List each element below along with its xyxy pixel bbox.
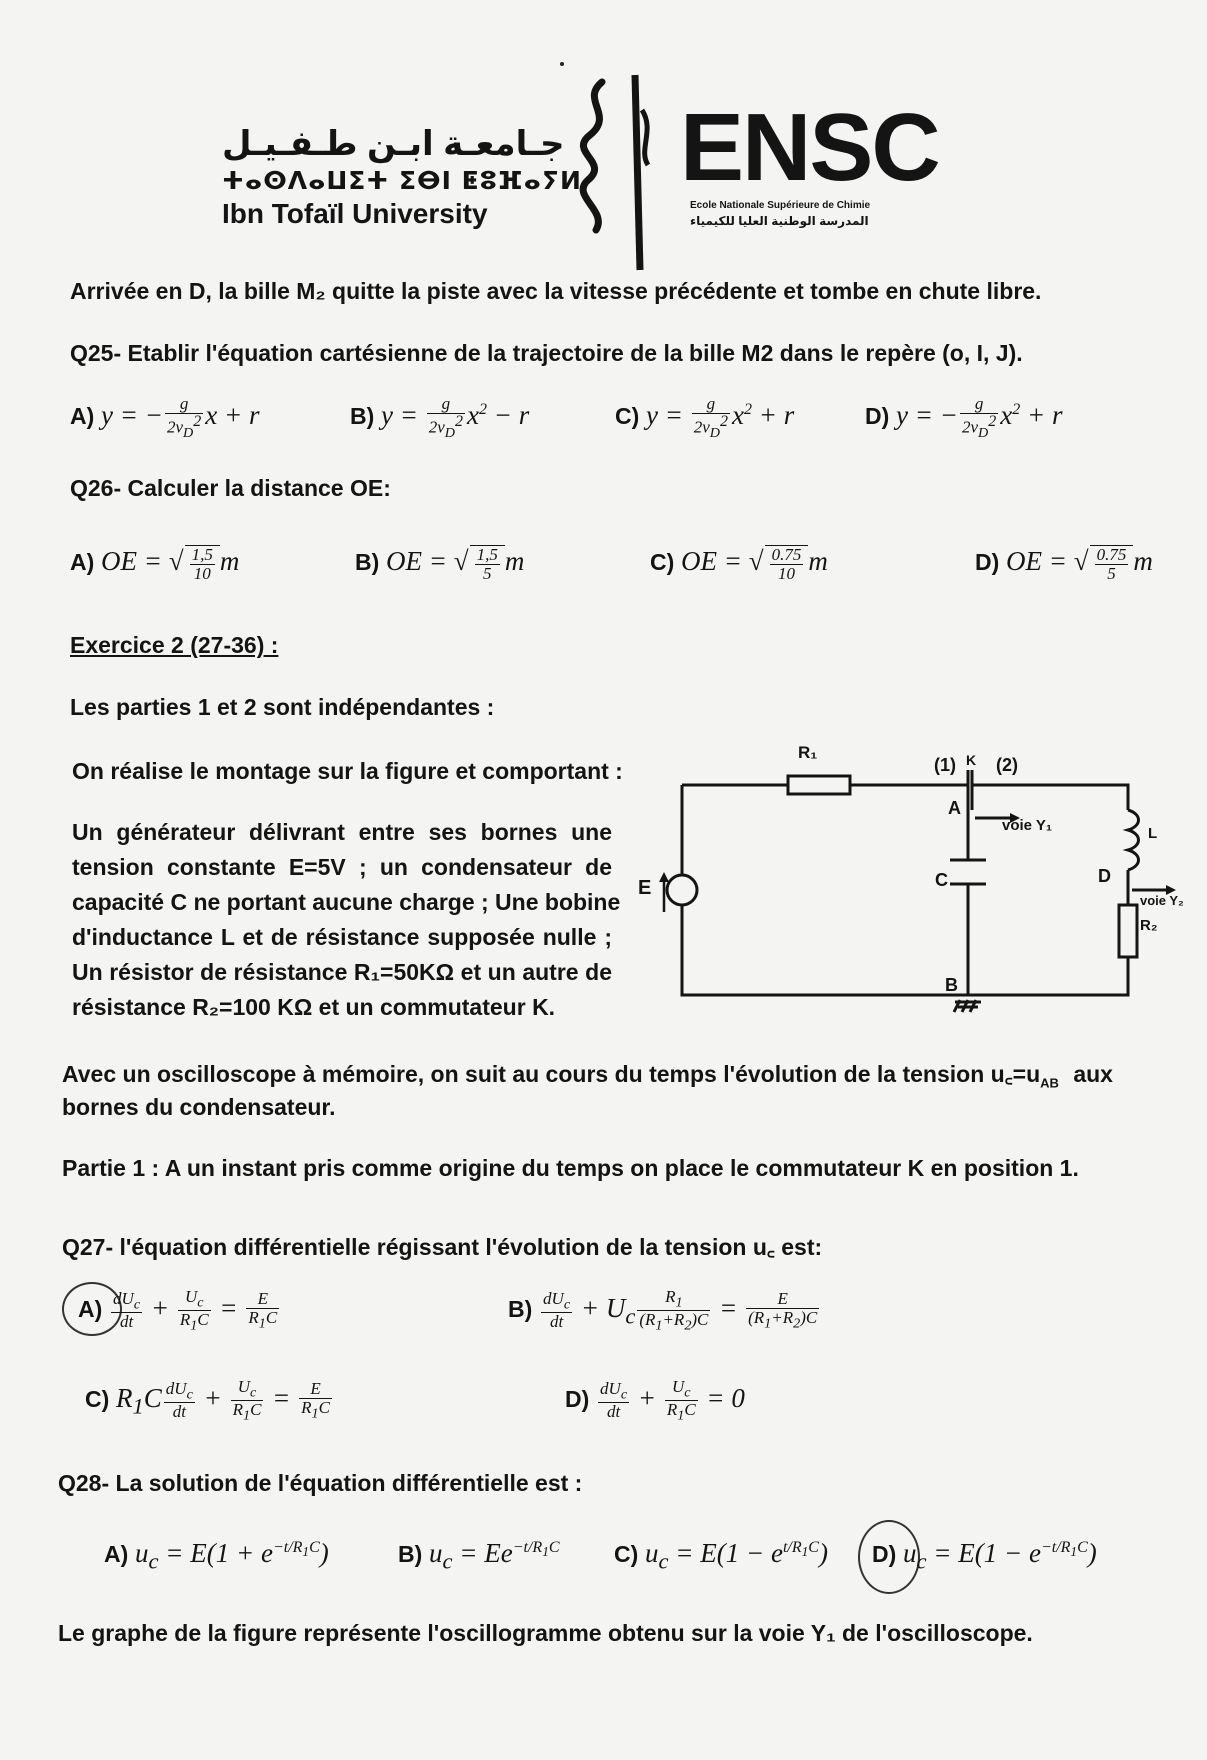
university-name: Ibn Tofaïl University bbox=[222, 198, 488, 229]
tifinagh-university-name: ⵜⴰⵙⴷⴰⵡⵉⵜ ⵉⴱⵏ ⵟⵓⴼⴰⵢⵍ bbox=[222, 166, 582, 195]
q27-d-label: D) bbox=[565, 1385, 590, 1412]
q26-option-d: D) OE = √ $\frac{0.75}{5}$ m bbox=[975, 545, 1153, 583]
q25-question bbox=[70, 340, 1023, 367]
q26-option-a: A) OE = √ $\frac{1,5}{10}$ m bbox=[70, 545, 240, 583]
q28-label: Q28- bbox=[58, 1470, 110, 1496]
circuit-diagram bbox=[630, 750, 1207, 1030]
final-line: Le graphe de la figure représente l'oscillogramme obtenu sur la voie Y₁ de l'oscilloscope. bbox=[58, 1620, 1033, 1646]
setup-line: résistance R₂=100 KΩ et un commutateur K. bbox=[72, 994, 556, 1020]
arabic-university-name: جـامعـة ابـن طـفـيـل bbox=[222, 125, 565, 163]
label-voie-y1: voie Y₁ bbox=[1002, 817, 1053, 834]
label-c: C bbox=[935, 870, 948, 890]
q25-label: Q25- bbox=[70, 340, 122, 366]
q25-a-label: A) bbox=[70, 403, 95, 430]
label-pos1: (1) bbox=[934, 755, 956, 775]
q28-option-b: B) $u_c = Ee^{-t/R_1C}$ bbox=[398, 1538, 560, 1574]
q26-d-num: 0.75 bbox=[1096, 545, 1127, 564]
q28-b-label: B) bbox=[398, 1541, 423, 1567]
q27-b-label: B) bbox=[508, 1295, 533, 1322]
q27-c-label: C) bbox=[85, 1385, 110, 1412]
q27-question bbox=[62, 1230, 822, 1262]
q26-option-b: B) OE = √ $\frac{1,5}{5}$ m bbox=[355, 545, 525, 583]
q28-option-d: D) $u_c = E(1 - e^{-t/R_1C})$ bbox=[872, 1538, 1097, 1574]
label-k: K bbox=[966, 752, 977, 768]
q26-text: Calculer la distance OE: bbox=[127, 475, 391, 501]
label-e: E bbox=[638, 877, 652, 899]
setup-description bbox=[72, 815, 621, 1025]
q25-option-d: D) y = − $\frac{g}{2v_D^2}$ $x^2 + r$ bbox=[865, 394, 1063, 441]
q25-option-a: A) y = − $\frac{g}{2v_D^2}$ x + r bbox=[70, 394, 260, 441]
q28-text: La solution de l'équation différentielle est : bbox=[115, 1470, 583, 1496]
partie1-line: Partie 1 : A un instant pris comme origine du temps on place le commutateur K en position 1. bbox=[62, 1155, 1079, 1181]
ensc-subtitle-fr: Ecole Nationale Supérieure de Chimie bbox=[690, 200, 871, 211]
q27-option-d: D) $dU_c$ dt + $\frac{U_c}{R_1C}$ = 0 bbox=[565, 1377, 745, 1424]
oscillo-line1 bbox=[62, 1057, 1113, 1091]
label-r1: R₁ bbox=[798, 743, 818, 762]
q28-option-a: A) $u_c = E(1 + e^{-t/R_1C})$ bbox=[104, 1538, 329, 1574]
q25-c-label: C) bbox=[615, 403, 640, 430]
label-a: A bbox=[948, 798, 961, 818]
oscillo-line2: bornes du condensateur. bbox=[62, 1094, 336, 1120]
q26-a-den: 10 bbox=[193, 563, 211, 583]
q27-text: l'équation différentielle régissant l'évolution de la tension u꜀ est: bbox=[119, 1234, 823, 1260]
q27-option-c: C) $R_1C$ $dU_c$ dt + $\frac{U_c}{R_1C}$ = $\frac{E}{R_1C}$ bbox=[85, 1377, 330, 1424]
setup-line: d'inductance L et de résistance supposée nulle ; bbox=[72, 924, 612, 950]
q27-option-b: B) $dU_c$ dt + $U_c$ $\frac{R_1}{(R_1+R_2)C}$ = $\frac{E}{(R_1+R_2)C}$ bbox=[508, 1287, 818, 1334]
q26-label: Q26- bbox=[70, 475, 122, 501]
setup-line: Un générateur délivrant entre ses bornes une bbox=[72, 819, 612, 845]
label-b: B bbox=[945, 975, 958, 995]
label-r2: R₂ bbox=[1140, 917, 1158, 934]
exercise2-title: Exercice 2 (27-36) : bbox=[70, 632, 279, 658]
q27-a-label: A) bbox=[78, 1295, 103, 1322]
ensc-subtitle-ar: المدرسة الوطنية العليا للكيمياء bbox=[690, 214, 869, 228]
q25-option-c: C) y = $\frac{g}{2v_D^2}$ $x^2 + r$ bbox=[615, 394, 795, 441]
q26-b-den: 5 bbox=[482, 563, 492, 583]
oscillo-sub: AB bbox=[1040, 1075, 1059, 1091]
q28-c-label: C) bbox=[614, 1541, 639, 1567]
q26-c-den: 10 bbox=[777, 563, 795, 583]
label-voie-y2: voie Y₂ bbox=[1140, 893, 1184, 908]
q25-option-b: B) y = $\frac{g}{2v_D^2}$ $x^2 - r$ bbox=[350, 394, 530, 441]
q26-a-num: 1,5 bbox=[191, 545, 213, 564]
label-l: L bbox=[1148, 825, 1158, 842]
q25-b-label: B) bbox=[350, 403, 375, 430]
q28-d-label: D) bbox=[872, 1541, 897, 1567]
ensc-emblem-icon bbox=[560, 70, 660, 275]
q26-option-c: C) OE = √ $\frac{0.75}{10}$ m bbox=[650, 545, 828, 583]
ensc-logo: ENSC bbox=[680, 94, 939, 201]
oscillo-end: aux bbox=[1073, 1061, 1113, 1087]
q28-question bbox=[58, 1470, 582, 1497]
oscillo-text: Avec un oscilloscope à mémoire, on suit au cours du temps l'évolution de la tension u꜀=u bbox=[62, 1061, 1041, 1087]
q27-option-a: A) $dU_c$ dt + $\frac{U_c}{R_1C}$ = $\frac{E}{R_1C}$ bbox=[78, 1287, 278, 1334]
setup-line: tension constante E=5V ; un condensateur de bbox=[72, 854, 612, 880]
q26-b-num: 1,5 bbox=[476, 545, 498, 564]
q26-question bbox=[70, 475, 391, 502]
q28-a-label: A) bbox=[104, 1541, 129, 1567]
parts-independent: Les parties 1 et 2 sont indépendantes : bbox=[70, 694, 495, 720]
setup-line: capacité C ne portant aucune charge ; Une bobine bbox=[72, 889, 621, 915]
label-pos2: (2) bbox=[996, 755, 1018, 775]
setup-line: Un résistor de résistance R₁=50KΩ et un autre de bbox=[72, 959, 612, 985]
q27-label: Q27- bbox=[62, 1234, 114, 1260]
setup-intro: On réalise le montage sur la figure et comportant : bbox=[72, 758, 623, 784]
label-d: D bbox=[1098, 866, 1111, 886]
q25-text: Etablir l'équation cartésienne de la trajectoire de la bille M2 dans le repère (o, I, J). bbox=[127, 340, 1023, 366]
q26-d-den: 5 bbox=[1107, 563, 1116, 583]
q25-d-label: D) bbox=[865, 403, 890, 430]
q26-c-num: 0.75 bbox=[771, 545, 802, 564]
q28-option-c: C) $u_c = E(1 - e^{t/R_1C})$ bbox=[614, 1538, 828, 1574]
intro-line: Arrivée en D, la bille M₂ quitte la piste avec la vitesse précédente et tombe en chute libre. bbox=[70, 278, 1042, 304]
dot-mark bbox=[560, 62, 564, 66]
